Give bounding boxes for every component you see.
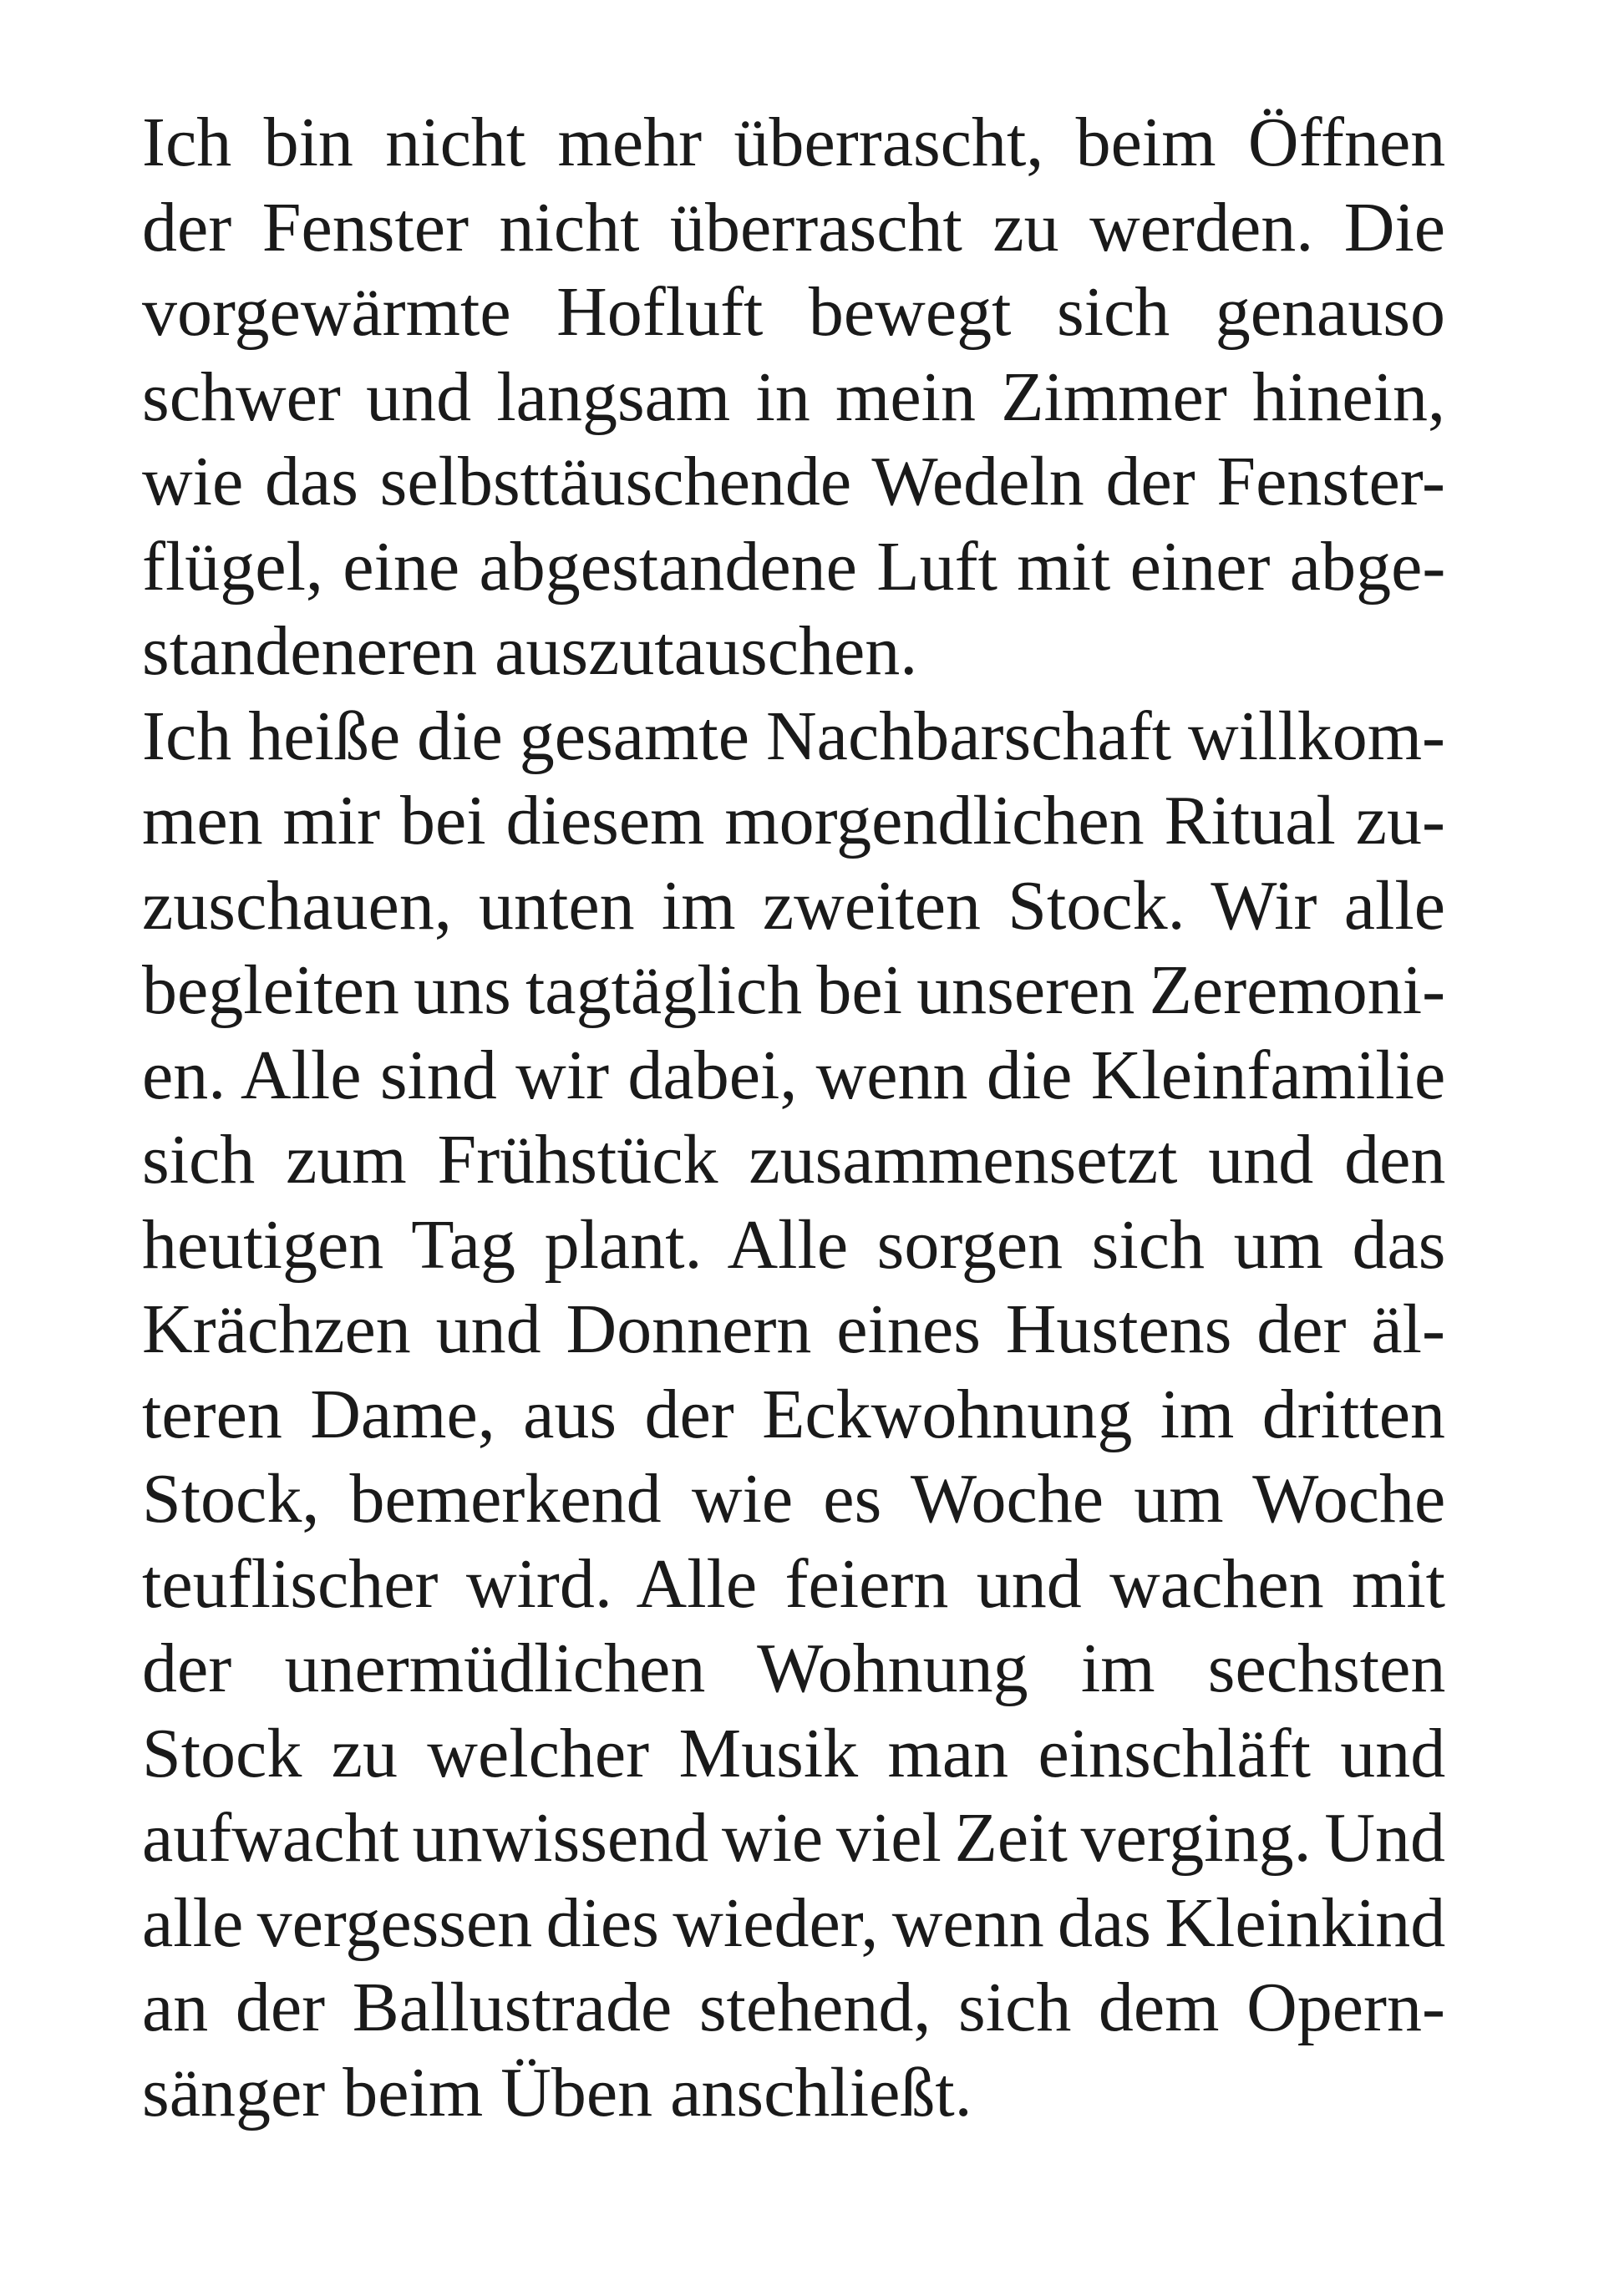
text-line: vorgewärmte Hofluft bewegt sich genauso [142,273,1446,351]
text-line: Stock, bemerkend wie es Woche um Woche [142,1460,1446,1538]
text-line: sänger beim Üben anschließt. [142,2053,972,2131]
text-line: an der Ballustrade stehend, sich dem Opern- [142,1969,1445,2046]
text-line: aufwacht unwissend wie viel Zeit verging. Und [142,1799,1445,1877]
text-line: Ich bin nicht mehr überrascht, beim Öffnen [142,104,1446,181]
paragraph-2 [142,694,1445,2136]
text-line: zuschauen, unten im zweiten Stock. Wir alle [142,866,1445,945]
text-line: flügel, eine abgestandene Luft mit einer abge- [142,527,1446,606]
text-line: sich zum Frühstück zusammensetzt und den [142,1121,1446,1199]
text-line: wie das selbsttäuschende Wedeln der Fenster- [142,443,1445,520]
text-line: Krächzen und Donnern eines Hustens der äl- [142,1290,1445,1368]
text-line: alle vergessen dies wieder, wenn das Kleinkind [142,1883,1446,1962]
text-line: begleiten uns tagtäglich bei unseren Zeremoni- [142,951,1446,1029]
text-line: Ich heiße die gesamte Nachbarschaft willkom- [142,697,1446,775]
text-line: der Fenster nicht überrascht zu werden. Die [142,188,1446,266]
text-line: Stock zu welcher Musik man einschläft und [142,1714,1446,1792]
text-line: en. Alle sind wir dabei, wenn die Kleinfamilie [142,1036,1446,1114]
text-line: heutigen Tag plant. Alle sorgen sich um das [142,1205,1446,1284]
text-line: men mir bei diesem morgendlichen Ritual zu- [142,782,1445,859]
text-line: teren Dame, aus der Eckwohnung im dritten [142,1375,1445,1453]
text-line: teuflischer wird. Alle feiern und wachen mit [142,1544,1445,1623]
text-line: standeneren auszutauschen. [142,612,918,690]
text-line: der unermüdlichen Wohnung im sechsten [142,1630,1446,1707]
text-line: schwer und langsam in mein Zimmer hinein, [142,357,1445,436]
document-page [142,100,1445,2135]
paragraph-1 [142,100,1445,694]
